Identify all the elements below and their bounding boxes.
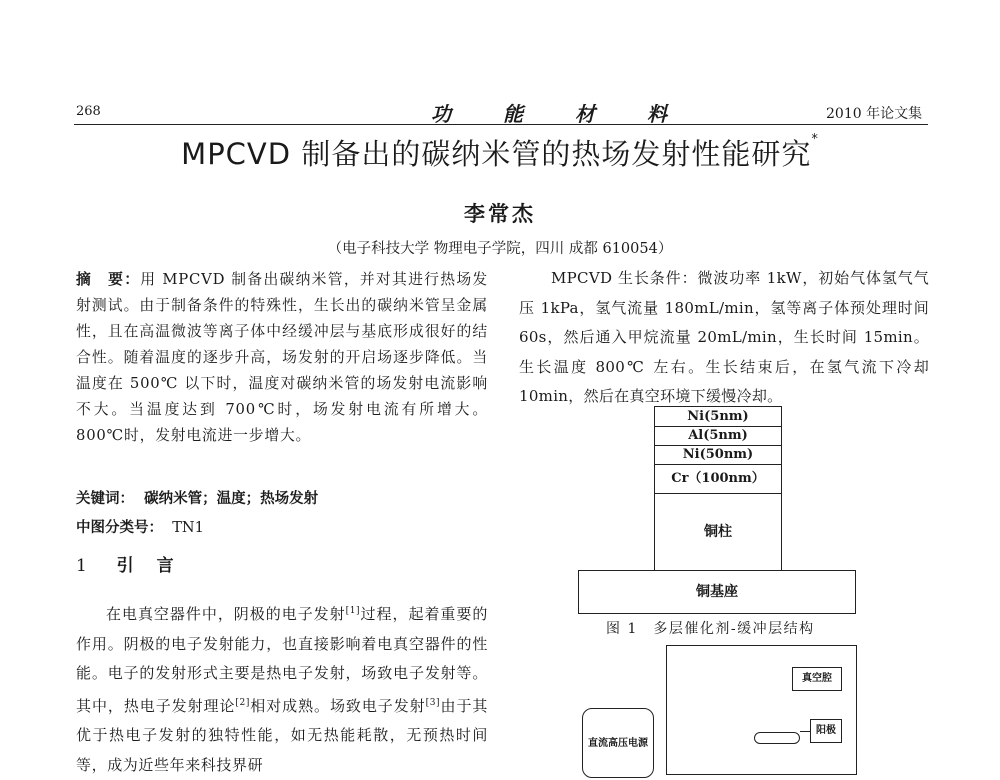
anode-wire [800, 731, 810, 732]
citation-2: [2] [235, 697, 250, 708]
collection-label: 2010 年论文集 [826, 106, 923, 122]
affiliation: （电子科技大学 物理电子学院，四川 成都 610054） [327, 241, 673, 257]
paper-title [0, 132, 1000, 173]
copper-pillar: 铜柱 [654, 493, 782, 571]
page-number: 268 [76, 104, 101, 119]
growth-conditions: MPCVD 生长条件：微波功率 1kW，初始气体氢气气压 1kPa，氢气流量 180mL/min，氢等离子体预处理时间 60s，然后通入甲烷流量 20mL/min，生长时间 15min。生长温度 800℃ 左右。生长结束后，在氢气流下冷却 10min，然后在真空环境下缓慢冷却。 [519, 269, 929, 405]
section-title: 引 言 [116, 556, 177, 576]
title-note-mark: * [811, 132, 819, 147]
header-rule [74, 124, 928, 125]
copper-base: 铜基座 [578, 570, 856, 614]
intro-text-2: 过程，起着重要的作用。阴极的电子发射能力，也直接影响着电真空器件的性能。电子的发射形式主要是热电子发射，场致电子发射等。其中，热电子发射理论 [76, 605, 488, 715]
author-name: 李常杰 [464, 201, 536, 226]
classification [76, 516, 488, 537]
abstract [76, 267, 488, 449]
intro-text-1: 在电真空器件中，阴极的电子发射 [106, 605, 346, 623]
clc-label: 中图分类号： [76, 519, 163, 536]
keywords-label: 关键词： [76, 490, 134, 507]
abstract-label: 摘 要： [76, 271, 141, 288]
paper-title-text: MPCVD 制备出的碳纳米管的热场发射性能研究 [181, 137, 812, 171]
layer-ni-50: Ni(50nm) [654, 445, 782, 465]
clc-value: TN1 [172, 520, 204, 536]
layer-ni-5: Ni(5nm) [654, 406, 782, 427]
anode-label: 阳极 [810, 719, 842, 743]
intro-text-3: 相对成熟。场致电子发射 [249, 696, 426, 715]
vacuum-chamber-label: 真空腔 [792, 667, 842, 691]
layer-al-5: Al(5nm) [654, 426, 782, 446]
layer-cr-100: Cr（100nm） [654, 464, 782, 494]
citation-1: [1] [345, 606, 361, 616]
intro-paragraph [76, 597, 488, 774]
power-supply-label: 直流高压电源 [582, 708, 654, 778]
journal-name: 功能材料 [431, 102, 719, 126]
figure-1-caption: 图 1 多层催化剂-缓冲层结构 [606, 621, 815, 637]
citation-3: [3] [425, 697, 441, 708]
anode-plate [754, 732, 800, 744]
abstract-text: 用 MPCVD 制备出碳纳米管，并对其进行热场发射测试。由于制备条件的特殊性，生长出的碳纳米管呈金属性，且在高温微波等离子体中经缓冲层与基底形成很好的结合性。随着温度的逐步升高，场发射的开启场逐步降低。当温度在 500℃ 以下时，温度对碳纳米管的场发射电流影响不大。当温度达到 700℃时，场发射电流有所增大。800℃时，发射电流进一步增大。 [76, 271, 488, 444]
section-number: 1 [76, 556, 90, 576]
section-heading [76, 551, 488, 576]
intro-text-4: 由于其优于热电子发射的独特性能，如无热能耗散，无预热时间等，成为近些年来科技界研 [76, 696, 488, 774]
keywords-text: 碳纳米管；温度；热场发射 [144, 490, 319, 507]
vacuum-chamber-outline [666, 645, 857, 775]
keywords [76, 487, 488, 508]
